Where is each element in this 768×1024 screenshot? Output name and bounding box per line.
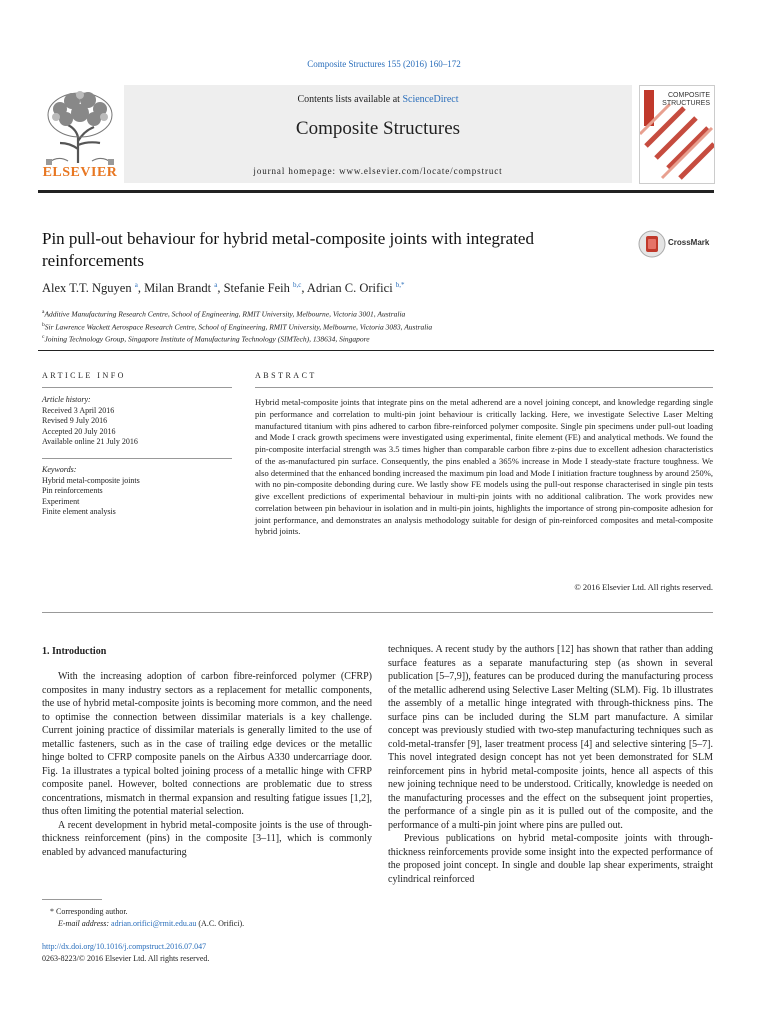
author-affil-mark[interactable]: a xyxy=(134,281,138,289)
abstract-copyright: © 2016 Elsevier Ltd. All rights reserved. xyxy=(574,582,713,592)
keywords-label: Keywords: xyxy=(42,465,77,474)
abstract-rule xyxy=(255,387,713,388)
history-item: Available online 21 July 2016 xyxy=(42,437,138,446)
contents-prefix: Contents lists available at xyxy=(297,94,403,105)
sciencedirect-link[interactable]: ScienceDirect xyxy=(402,94,459,105)
email-suffix: (A.C. Orifici). xyxy=(198,918,245,928)
author-affil-mark[interactable]: b,c xyxy=(293,281,302,289)
body-column-left xyxy=(42,670,372,859)
affiliation-text: Sir Lawrence Wackett Aerospace Research Centre, School of Engineering, RMIT University, Melbourne, Victoria 3083, Australia xyxy=(44,322,433,331)
section-heading-introduction: 1. Introduction xyxy=(42,646,107,657)
footnote xyxy=(42,906,372,929)
article-info-heading: ARTICLE INFO xyxy=(42,371,126,380)
author-name[interactable]: Alex T.T. Nguyen xyxy=(42,281,132,296)
keyword-item: Finite element analysis xyxy=(42,507,116,516)
footnote-rule xyxy=(42,899,102,900)
journal-homepage[interactable]: journal homepage: www.elsevier.com/locate/compstruct xyxy=(253,166,503,176)
affiliation-item xyxy=(42,320,702,333)
affiliation-item xyxy=(42,307,702,320)
keyword-item: Experiment xyxy=(42,496,80,506)
doi-block xyxy=(42,941,372,964)
doi-link[interactable]: http://dx.doi.org/10.1016/j.compstruct.2016.07.047 xyxy=(42,942,207,951)
author-name[interactable]: Stefanie Feih xyxy=(223,281,290,296)
author-affil-mark[interactable]: a xyxy=(214,281,218,289)
journal-cover-thumbnail[interactable] xyxy=(639,85,715,184)
affiliation-mark: a xyxy=(42,309,45,315)
affiliation-text: Additive Manufacturing Research Centre, School of Engineering, RMIT University, Melbourne, Victoria 3001, Australia xyxy=(44,309,406,319)
header-rule xyxy=(38,190,714,193)
paragraph: techniques. A recent study by the authors [12] has shown that rather than adding surface features as a separate manufacturing step (as shown in several publication [5–7,9]), features can be produced during the manufacturing process of the metallic adherend using Selective Laser Melting (SLM). Fig. 1b illustrates the assembly of a metallic hinge integrated with through-thickness pins. The surface pins can be included during the SLM part manufacture. A similar concept was previously studied with two-step manufacturing techniques such as cold-metal-transfer [9], laser treatment process [4] and selective sintering [5–7]. This novel integrated design concept has not yet been demonstrated for SLM reinforcement pins in hybrid metal-composite joints, hence all aspects of this new joining technique need to be understood. Critically, knowledge is needed on the manufacturing processes and the effect on the subsequent joint properties, the performance of a single pin as it is pulled out of the composite, and the performance of a multi-pin joint where pins are pulled out. xyxy=(388,644,713,831)
footnote-mark: * xyxy=(50,907,54,916)
journal-citation[interactable]: Composite Structures 155 (2016) 160–172 xyxy=(307,59,461,69)
article-info-rule xyxy=(42,387,232,388)
email-label: E-mail address: xyxy=(58,918,110,928)
journal-title: Composite Structures xyxy=(295,118,461,139)
keywords xyxy=(42,465,222,518)
abstract-text: Hybrid metal-composite joints that integrate pins on the metal adherend are a novel joining concept, and knowledge regarding single pin performance and correlation to multi-pin joint behaviour is critically lacking. Here, we investigate Selective Laser Melting manufactured titanium with pins adhered to carbon fibre-reinforced polymer composite. Single pin specimens under pull-out loading and Mode I crack growth specimens were investigated using experimental, finite element (FE) and analytical methods. We found the pin-composite interfacial strength was 3.5 times higher than comparable carbon fibre z-pins due to excellent adhesion characteristics of the as-manufactured pin surface. Consequently, the pins enabled a 365% increase in Mode I steady-state fracture toughness. We also determined that the enhanced bonding increased the maximum pin load and Mode I initiation fracture toughness by around 250%, with no pin-composite debonding during cure. We lastly show FE models using the pull-out response characterised in single pin tests give excellent predictions of experimental behaviour in multi-pin joints with no additional calibration. The work provides new correlation between pin behaviour in isolation and in multi-pin joints, highlights the importance of strong pin-composite adhesion for joint performance, and demonstrates an analysis methodology suitable for design of pin-reinforced composites and metal-composite hybrid joints. xyxy=(255,397,713,537)
crossmark-icon xyxy=(638,230,666,258)
affiliation-text: Joining Technology Group, Singapore Institute of Manufacturing Technology (SIMTech), 138634, Singapore xyxy=(44,334,370,344)
crossmark-badge[interactable] xyxy=(638,230,718,258)
issn-line: 0263-8223/© 2016 Elsevier Ltd. All rights reserved. xyxy=(42,953,210,963)
affiliation-mark: c xyxy=(42,334,45,340)
crossmark-label: CrossMark xyxy=(668,238,710,247)
cover-title-line2: STRUCTURES xyxy=(662,100,710,107)
author-name[interactable]: Adrian C. Orifici xyxy=(306,281,393,296)
paragraph: A recent development in hybrid metal-composite joints is the use of through-thickness reinforcement (pins) in the composite [3–11], which is commonly enabled by advanced manufacturing xyxy=(42,819,372,858)
history-item: Accepted 20 July 2016 xyxy=(42,426,116,436)
body-column-right xyxy=(388,643,713,886)
history-label: Article history: xyxy=(42,395,91,404)
email-link[interactable]: adrian.orifici@rmit.edu.au xyxy=(111,918,197,928)
article-title: Pin pull-out behaviour for hybrid metal-composite joints with integrated reinforcements xyxy=(42,229,534,270)
paragraph: Previous publications on hybrid metal-composite joints with through-thickness reinforcements provide some insight into the expected performance of the proposed joint concept. In single and double lap shear experiments, straight cylindrical reinforced xyxy=(388,833,713,885)
cover-title xyxy=(662,92,710,108)
author-affil-mark[interactable]: b,* xyxy=(395,281,405,289)
affiliation-item xyxy=(42,332,702,345)
history-item: Revised 9 July 2016 xyxy=(42,416,108,425)
footnote-line xyxy=(42,906,372,918)
keyword-item: Hybrid metal-composite joints xyxy=(42,475,140,485)
paragraph: With the increasing adoption of carbon fibre-reinforced polymer (CFRP) composites in many industry sectors as a replacement for metallic components, the use of hybrid metal-composite joints is becoming more common, and the need to optimise the connection between dissimilar materials is a key challenge. Current joining practice of dissimilar materials is generally limited to the use of metallic fasteners, such as in the case of trailing edge devices or the metallic hinge bolted to CFRP composite panels on the Airbus A330 undercarriage door. Fig. 1a illustrates a typical bolted joining process of a metallic hinge with CFRP composite panel. However, bolted connections are problematic due to stress concentrations, mismatch in thermal expansion and resulting fatigue issues [1,2], thus often limiting the potential material selection. xyxy=(42,671,372,817)
affiliation-list xyxy=(42,307,702,345)
footnote-text: Corresponding author. xyxy=(56,907,128,916)
history-item: Received 3 April 2016 xyxy=(42,405,115,415)
contents-line xyxy=(124,94,632,105)
keyword-item: Pin reinforcements xyxy=(42,486,103,495)
article-history xyxy=(42,395,222,448)
author-name[interactable]: Milan Brandt xyxy=(144,281,212,296)
email-line xyxy=(42,918,372,930)
abstract-heading: ABSTRACT xyxy=(255,371,317,380)
keywords-rule xyxy=(42,458,232,459)
affiliation-mark: b xyxy=(42,321,45,328)
cover-title-line1: COMPOSITE xyxy=(667,92,710,99)
elsevier-wordmark: ELSEVIER xyxy=(42,165,118,180)
section-rule xyxy=(38,350,714,351)
author-list: Alex T.T. Nguyen $^a$, Milan Brandt $^a$, Stefanie Feih $^{b,c}$, Adrian C. Orifici $^{b,*}$ xyxy=(42,281,405,296)
abstract-bottom-rule xyxy=(42,612,713,613)
